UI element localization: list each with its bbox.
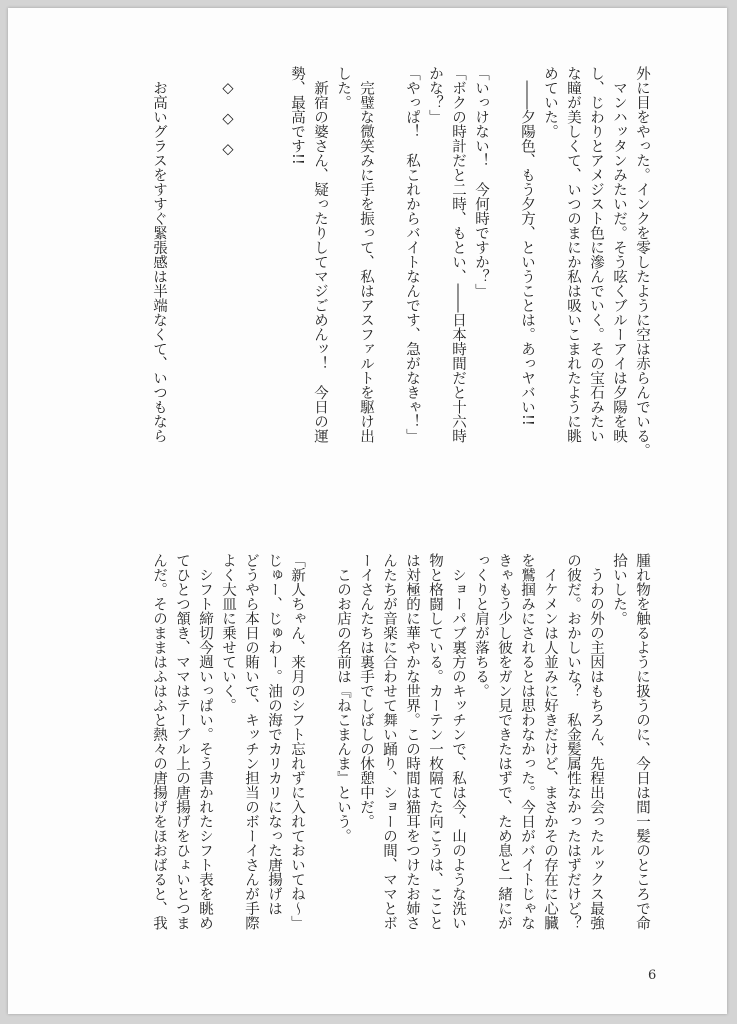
text-line: な瞳が美しくて、いつのまにか私は吸いこまれたように眺	[565, 66, 581, 443]
text-line: よく大皿に乗せていく。	[220, 553, 236, 713]
text-line: このお店の名前は『ねこまんま』という。	[335, 553, 351, 843]
text-line: どうやら本日の賄いで、キッチン担当のボーイさんが手際	[243, 553, 259, 930]
text-line: 新宿の婆さん、疑ったりしてマジごめんッ！ 今日の運	[312, 66, 328, 443]
blank-line	[492, 66, 515, 486]
blank-line	[308, 553, 331, 973]
book-page	[8, 8, 727, 1014]
text-line: マンハッタンみたいだ。そう呟くブルーアイは夕陽を映	[611, 66, 627, 443]
text-line: 物と格闘している。カーテン一枚隔てた向こうは、ここと	[427, 553, 443, 930]
text-line: ーイさんたちは裏手でしばしの休憩中だ。	[358, 553, 374, 829]
dialogue-line: 「新人ちゃん、来月のシフト忘れずに入れておいてね～」	[289, 553, 305, 930]
text-line: した。	[335, 66, 351, 110]
blank-line	[170, 66, 193, 486]
dialogue-line: 「ボクの時計だと二時、もとい、――日本時間だと十六時	[450, 66, 466, 443]
text-line: 勢、最高です!!	[289, 66, 305, 165]
text-line: は対極的に華やかな世界。この時間は猫耳をつけたお姉さ	[404, 553, 420, 930]
text-line: イケメンは人並みに好きだけど、まさかその存在に心臓	[542, 553, 558, 930]
page-number: 6	[648, 968, 657, 983]
text-line: 完璧な微笑みに手を振って、私はアスファルトを駆け出	[358, 66, 374, 443]
text-line: てひとつ頷き、ママはテーブル上の唐揚げをひょいとつま	[174, 553, 190, 930]
text-line: を鷲掴みにされるとは思わなかった。今日がバイトじゃな	[519, 553, 535, 930]
blank-line	[262, 66, 285, 486]
text-block-top	[147, 66, 653, 486]
text-block-bottom	[147, 553, 653, 973]
text-line: めていた。	[542, 66, 558, 139]
text-line: 外に目をやった。インクを零したように空は赤らんでいる。	[634, 66, 650, 458]
text-line: 拾いした。	[611, 553, 627, 626]
text-line: ショーパブ裏方のキッチンで、私は今、山のような洗い	[450, 553, 466, 930]
blank-line	[377, 66, 400, 486]
dialogue-line: かな？」	[427, 66, 443, 124]
text-line: んだ。そのままはふはふと熱々の唐揚げをほおばると、我	[151, 553, 167, 930]
text-line: んたちが音楽に合わせて舞い踊り、ショーの間、ママとボ	[381, 553, 397, 930]
text-line: きゃもう少し彼をガン見できたはずで、ため息と一緒にが	[496, 553, 512, 930]
text-line: じゅー、じゅわー。油の海でカリカリになった唐揚げは	[266, 553, 282, 916]
text-line: っくりと肩が落ちる。	[473, 553, 489, 698]
dialogue-line: 「やっぱ！ 私これからバイトなんです、急がなきゃ！」	[404, 66, 420, 443]
dialogue-line: 「いっけない！ 今何時ですか？」	[473, 66, 489, 298]
text-line: お高いグラスをすすぐ緊張感は半端なくて、いつもなら	[151, 66, 167, 443]
text-line: の彼だ。おかしいな？ 私金髪属性なかったはずだけど？	[565, 553, 581, 930]
blank-line	[193, 66, 216, 486]
text-line: 腫れ物を触るように扱うのに、今日は間一髪のところで命	[634, 553, 650, 930]
scene-break: ◇ ◇ ◇	[220, 66, 236, 158]
blank-line	[239, 66, 262, 486]
text-line: ――夕陽色、もう夕方、ということは。あっヤバい!!	[519, 66, 535, 426]
text-line: うわの外の主因はもちろん、先程出会ったルックス最強	[588, 553, 604, 930]
text-line: シフト締切今週いっぱい。そう書かれたシフト表を眺め	[197, 553, 213, 930]
text-line: し、じわりとアメジスト色に滲んでいく。その宝石みたい	[588, 66, 604, 443]
